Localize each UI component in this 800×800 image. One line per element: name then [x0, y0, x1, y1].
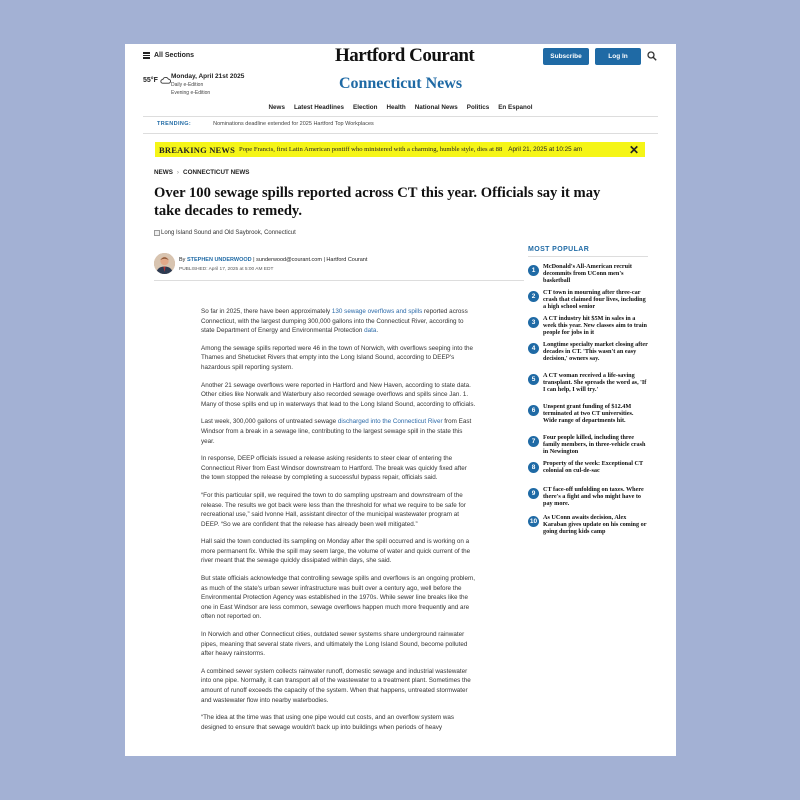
trending-label: TRENDING: [157, 121, 192, 127]
most-popular-headline[interactable]: CT town in mourning after three-car crash that claimed four lives, including a high school senior [543, 289, 646, 310]
deep-data-link[interactable]: data [364, 327, 377, 335]
nav-item-health[interactable]: Health [386, 104, 406, 111]
trending-link[interactable]: Nominations deadline extended for 2025 Hartford Top Workplaces [213, 121, 374, 127]
divider [143, 133, 658, 134]
most-popular-headline[interactable]: Longtime specialty market closing after decades in CT. 'This wasn't an easy decision,' owners say. [543, 341, 648, 362]
login-button[interactable]: Log In [595, 48, 641, 65]
nav-item-en-espanol[interactable]: En Espanol [498, 104, 533, 111]
all-sections-menu[interactable] [143, 52, 194, 59]
breadcrumb-connecticut-news[interactable]: CONNECTICUT NEWS [183, 169, 250, 176]
connecticut-river-link[interactable]: discharged into the Connecticut River [337, 418, 443, 426]
paragraph: Another 21 sewage overflows were reported in Hartford and New Haven, according to state data. Other cities like Norwalk and Waterbury also recorded sewage overflows and spills since Jan. 1. Many of those spills end up in waterways that lead to the Long Island Sound, according to officials. [201, 381, 476, 408]
section-title[interactable]: Connecticut News [338, 75, 463, 92]
paragraph: Hall said the town conducted its sampling on Monday after the spill occurred and is working on a more permanent fix. While the spill may seem large, the volume of water and quick current of the river meant that the sewage quickly dissipated within days, she said. [201, 538, 471, 565]
nav-item-national-news[interactable]: National News [414, 104, 458, 111]
author-link[interactable]: STEPHEN UNDERWOOD [186, 257, 252, 263]
broken-image-icon [154, 230, 160, 236]
most-popular-item[interactable] [528, 341, 648, 362]
main-nav [125, 104, 676, 111]
sewage-overflows-link[interactable]: 130 sewage overflows and spills [331, 308, 423, 315]
menu-label: All Sections [154, 52, 195, 59]
most-popular-item[interactable] [528, 289, 648, 310]
author-avatar[interactable] [154, 253, 175, 274]
breaking-label: BREAKING NEWS [159, 144, 236, 155]
article-image [154, 230, 296, 236]
most-popular-headline[interactable]: As UConn awaits decision, Alex Karaban gives update on his coming or going during kids camp [543, 514, 647, 535]
most-popular-item[interactable] [528, 403, 648, 424]
rank-badge: 4 [528, 343, 539, 354]
author-meta: | sunderwood@courant.com | Hartford Courant [251, 257, 368, 263]
breadcrumb-news[interactable]: NEWS [154, 169, 173, 176]
byline [179, 256, 367, 274]
browser-page [125, 44, 676, 756]
breaking-headline[interactable]: Pope Francis, first Latin American pontiff who ministered with a charming, humble style, dies at 88 [239, 146, 503, 153]
article-headline: Over 100 sewage spills reported across CT this year. Officials say it may take decades to remedy. [154, 185, 601, 219]
most-popular-item[interactable] [528, 372, 648, 393]
paragraph: Last week, 300,000 gallons of untreated sewage discharged into the Connecticut River from East Windsor from a break in a sewage line, contributing to the largest sewage spill in the state this year. [201, 418, 472, 445]
most-popular-headline[interactable]: CT face-off unfolding on taxes. Where there's a fight and who might have to pay more. [543, 486, 644, 507]
rank-badge: 10 [529, 518, 538, 525]
most-popular-item[interactable] [528, 315, 648, 336]
divider [143, 116, 658, 117]
rank-badge: 9 [528, 488, 539, 499]
paragraph: “The idea at the time was that using one pipe would cut costs, and an overflow system was designed to ensure that sewage wouldn't back up into buildings when periods of heavy [201, 714, 455, 731]
rank-badge: 6 [528, 405, 539, 416]
most-popular-headline[interactable]: Unspent grant funding of $12.4M terminated at two CT universities. Wide range of departments hit. [543, 403, 634, 424]
most-popular-item[interactable] [528, 460, 648, 474]
divider [528, 256, 648, 257]
paragraph: In response, DEEP officials issued a release asking residents to steer clear of entering the Connecticut River from East Windsor downstream to Hartford. The break was quickly fixed after the town stopped the release by completing a successful bypass repair, officials said. [201, 455, 467, 482]
nav-item-election[interactable]: Election [353, 104, 378, 111]
breaking-news-banner[interactable] [155, 142, 645, 157]
hamburger-icon [143, 52, 150, 58]
rank-badge: 1 [528, 265, 539, 276]
paragraph: So far in 2025, there have been approximately 130 sewage overflows and spills reported across Connecticut, with the largest dumping 300,000 gallons into the Connecticut River, according to state Department of Energy and Environmental Protection data. [201, 308, 468, 335]
breadcrumb [154, 169, 249, 176]
published-date: PUBLISHED: April 17, 2025 at 5:00 AM EDT [179, 267, 274, 272]
paragraph: A combined sewer system collects rainwater runoff, domestic sewage and industrial wastewater into one pipe. Normally, it can transport all of the wastewater to a treatment plant. Sometimes the amount of runoff exceeds the capacity of the system. When that happens, untreated stormwater and wastewater flow into nearby waterbodies. [201, 667, 471, 704]
nav-item-news[interactable]: News [268, 104, 285, 111]
temperature: 55°F [143, 76, 158, 84]
paragraph: In Norwich and other Connecticut cities, outdated sewer systems share underground rainwater pipes, meaning that several state rivers, and ultimately the Long Island Sound, become polluted after heavy rainstorms. [201, 631, 468, 658]
most-popular-headline[interactable]: Property of the week: Exceptional CT colonial on cul-de-sac [543, 460, 643, 474]
current-date: Monday, April 21st 2025 [171, 73, 245, 80]
daily-eedition-link[interactable]: Daily e-Edition [171, 82, 204, 88]
most-popular-item[interactable] [528, 514, 648, 535]
article-body [201, 307, 476, 740]
trending-bar [157, 121, 374, 127]
rank-badge: 2 [528, 291, 539, 302]
chevron-right-icon: › [176, 169, 180, 176]
subscribe-button[interactable]: Subscribe [543, 48, 589, 65]
most-popular-headline[interactable]: Four people killed, including three family members, in three-vehicle crash in Newington [543, 434, 646, 455]
paragraph: Among the sewage spills reported were 46 in the town of Norwich, with overflows seeping into the Thames and Shetucket Rivers that empty into the Long Island Sound, according to DEEP's hazardous spill reporting system. [201, 344, 473, 371]
rank-badge: 3 [528, 317, 539, 328]
most-popular-headline[interactable]: A CT woman received a life-saving transplant. She spreads the word as, 'If I can help, I will try.' [543, 372, 647, 393]
breaking-time: April 21, 2025 at 10:25 am [508, 146, 583, 153]
most-popular-title: MOST POPULAR [528, 246, 590, 253]
paragraph: But state officials acknowledge that controlling sewage spills and overflows is an ongoing problem, as much of the state's urban sewer infrastructure was built over a century ago, well before the Environmental Protection Agency was established in the 1970s. While sewer line breaks like the one in East Windsor are less common, sewage overflows happen much more frequently and are often not reported on. [201, 575, 475, 621]
search-icon[interactable] [647, 51, 657, 61]
most-popular-item[interactable] [528, 486, 648, 507]
nav-item-politics[interactable]: Politics [466, 104, 490, 111]
rank-badge: 7 [528, 436, 539, 447]
most-popular-headline[interactable]: McDonald's All-American recruit decommits from UConn men's basketball [543, 263, 632, 284]
divider [154, 280, 524, 281]
rank-badge: 5 [528, 374, 539, 385]
paragraph: “For this particular spill, we required the town to do sampling upstream and downstream of the release. The results we got back were less than the threshold for what we require to be safe for recreational use,” said Ivonne Hall, assistant director of the municipal wastewater program at DEEP. “So we are confident that the release has already been well mitigated.” [201, 491, 466, 528]
most-popular-headline[interactable]: A CT industry hit $5M in sales in a week this year. New classes aim to train people for jobs in it [543, 315, 647, 336]
byline-by: By [179, 257, 186, 263]
rank-badge: 8 [528, 462, 539, 473]
image-alt-text: Long Island Sound and Old Saybrook, Connecticut [161, 230, 296, 236]
site-logo[interactable]: Hartford Courant [335, 45, 475, 66]
nav-item-latest-headlines[interactable]: Latest Headlines [293, 104, 344, 111]
close-icon[interactable]: ✕ [628, 143, 639, 157]
most-popular-item[interactable] [528, 434, 648, 455]
most-popular-item[interactable] [528, 263, 648, 284]
evening-eedition-link[interactable]: Evening e-Edition [171, 90, 211, 96]
